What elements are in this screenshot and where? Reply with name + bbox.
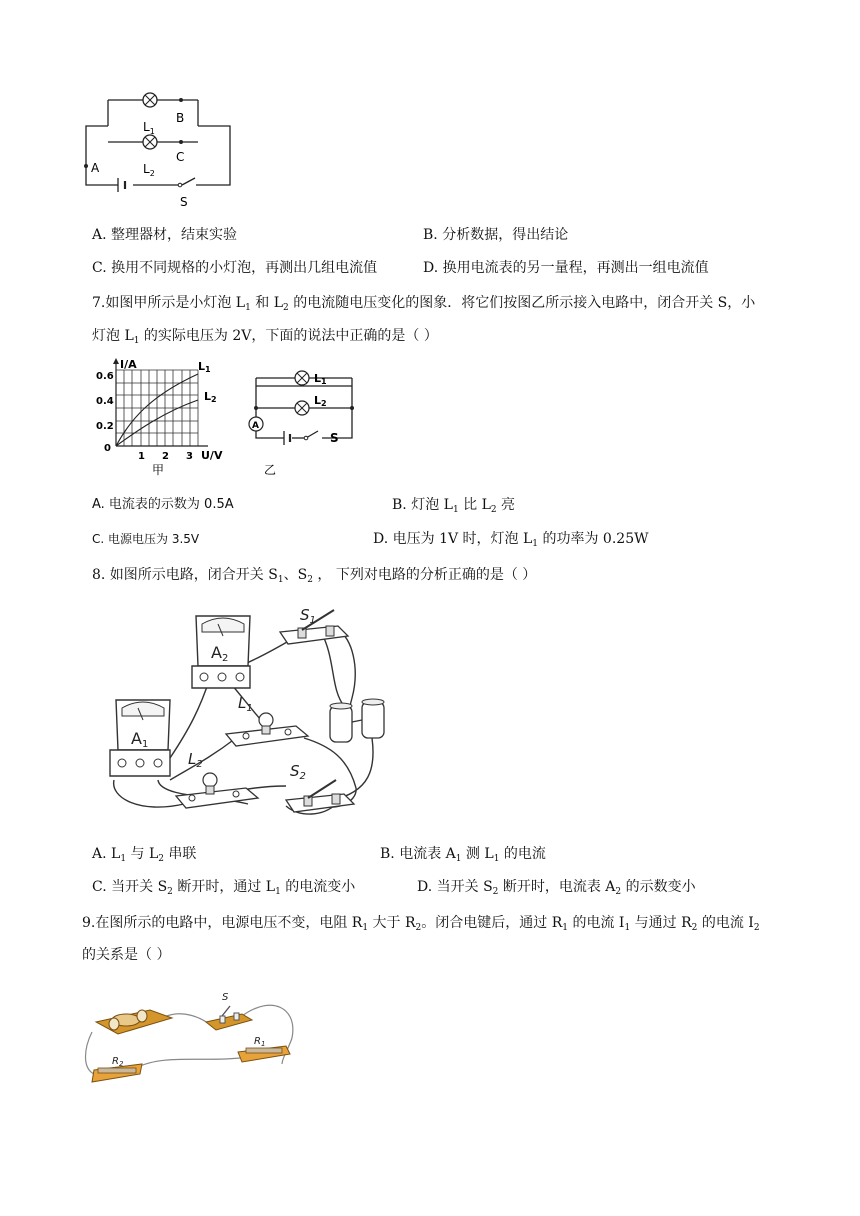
q6-label-a: A xyxy=(91,161,100,175)
q7-curve-l2-label: L2 xyxy=(204,390,217,404)
svg-text:S2: $S_2$ xyxy=(290,762,306,782)
lamp-l1-symbol xyxy=(143,93,157,107)
q6-label-b: B xyxy=(176,111,185,125)
q9-stem-line2: 的关系是（ ） xyxy=(82,947,171,963)
q7-circuit-diagram xyxy=(244,364,364,476)
q6-label-l1: $L_1$ xyxy=(143,120,155,136)
svg-text:L1: $L_1$ xyxy=(238,694,253,714)
q7-option-d: D. 电压为 1V 时，灯泡 $L_1$ 的功率为 0.25W xyxy=(373,531,649,549)
q7-ytick-06: 0.6 xyxy=(96,371,114,382)
q7-stem-line2: 灯泡 $L_1$ 的实际电压为 2V，下面的说法中正确的是（ ） xyxy=(92,328,438,346)
q7-graph-xlabel: U/V xyxy=(201,449,223,462)
q7-option-c: C. 电源电压为 3.5V xyxy=(92,532,200,546)
q7-ammeter xyxy=(249,417,263,431)
q7-option-a: A. 电流表的示数为 0.5A xyxy=(92,497,234,512)
q7-label-l2: L2 xyxy=(314,394,327,408)
q7-circuit-caption: 乙 xyxy=(264,463,277,476)
q9-battery xyxy=(96,1010,172,1034)
q9-stem-line1: 9.在图所示的电路中，电源电压不变，电阻 $R_1$ 大于 $R_2$。闭合电键后，通过 $R_1$ 的电流 $I_1$ 与通过 $R_2$ 的电流 $I_2$ xyxy=(82,915,760,933)
q8-circuit-illustration xyxy=(100,608,400,826)
svg-text:R2: $R_2$ xyxy=(112,1056,124,1068)
q7-stem-line1: 7.如图甲所示是小灯泡 $L_1$ 和 $L_2$ 的电流随电压变化的图象．将它们按图乙所示接入电路中，闭合开关 S，小 xyxy=(92,295,756,313)
q8-switch-s2 xyxy=(286,762,354,812)
q7-origin: 0 xyxy=(104,443,111,454)
q8-stem: 8. 如图所示电路，闭合开关 $S_1$、$S_2$ ， 下列对电路的分析正确的是（ ） xyxy=(92,567,537,585)
svg-text:A2: A2 xyxy=(211,643,229,664)
q7-graph-ylabel: I/A xyxy=(120,358,137,371)
q8-option-d: D. 当开关 $S_2$ 断开时，电流表 $A_2$ 的示数变小 xyxy=(417,879,696,897)
q8-switch-s1 xyxy=(280,608,348,644)
q6-option-b: B. 分析数据，得出结论 xyxy=(423,227,569,243)
q6-option-c: C. 换用不同规格的小灯泡，再测出几组电流值 xyxy=(92,260,378,276)
q8-lamp-l1 xyxy=(226,694,308,746)
q7-option-b: B. 灯泡 $L_1$ 比 $L_2$ 亮 xyxy=(392,497,516,515)
q9-switch xyxy=(206,992,252,1030)
q6-label-l2: $L_2$ xyxy=(143,162,155,178)
q8-option-c: C. 当开关 $S_2$ 断开时，通过 $L_1$ 的电流变小 xyxy=(92,879,356,897)
q7-xtick-2: 2 xyxy=(162,451,169,462)
q7-graph-caption: 甲 xyxy=(152,463,165,476)
svg-text:R1: $R_1$ xyxy=(254,1036,266,1048)
svg-text:S1: $S_1$ xyxy=(300,608,316,626)
svg-text:L2: $L_2$ xyxy=(188,750,203,770)
q8-battery xyxy=(330,699,384,742)
q6-label-s: S xyxy=(180,195,188,209)
lamp-l2-symbol xyxy=(143,135,157,149)
q8-ammeter-a2 xyxy=(192,616,250,688)
q6-label-c: C xyxy=(176,150,185,164)
q9-resistor-r2 xyxy=(92,1056,142,1082)
q9-circuit-illustration xyxy=(82,988,298,1094)
q7-label-l1: L1 xyxy=(314,372,327,386)
q8-ammeter-a1 xyxy=(110,700,170,776)
q8-option-a: A. $L_1$ 与 $L_2$ 串联 xyxy=(92,846,197,864)
q7-ytick-02: 0.2 xyxy=(96,421,114,432)
q8-option-b: B. 电流表 $A_1$ 测 $L_1$ 的电流 xyxy=(380,846,546,864)
q6-circuit-diagram xyxy=(78,92,238,212)
q7-xtick-1: 1 xyxy=(138,451,145,462)
q9-resistor-r1 xyxy=(238,1036,290,1062)
q8-lamp-l2 xyxy=(176,750,258,808)
svg-text:A1: A1 xyxy=(131,729,149,750)
q6-option-d: D. 换用电流表的另一量程，再测出一组电流值 xyxy=(423,260,709,276)
q7-xtick-3: 3 xyxy=(186,451,193,462)
q7-iv-graph xyxy=(96,358,236,476)
q7-ytick-04: 0.4 xyxy=(96,396,114,407)
q7-curve-l1-label: L1 xyxy=(198,360,211,374)
svg-text:S: S xyxy=(222,992,229,1003)
q7-lamp-l2 xyxy=(295,401,309,415)
svg-text:A: A xyxy=(252,421,259,431)
q7-label-s: S xyxy=(330,431,339,445)
q6-option-a: A. 整理器材，结束实验 xyxy=(92,227,238,243)
q7-lamp-l1 xyxy=(295,371,309,385)
